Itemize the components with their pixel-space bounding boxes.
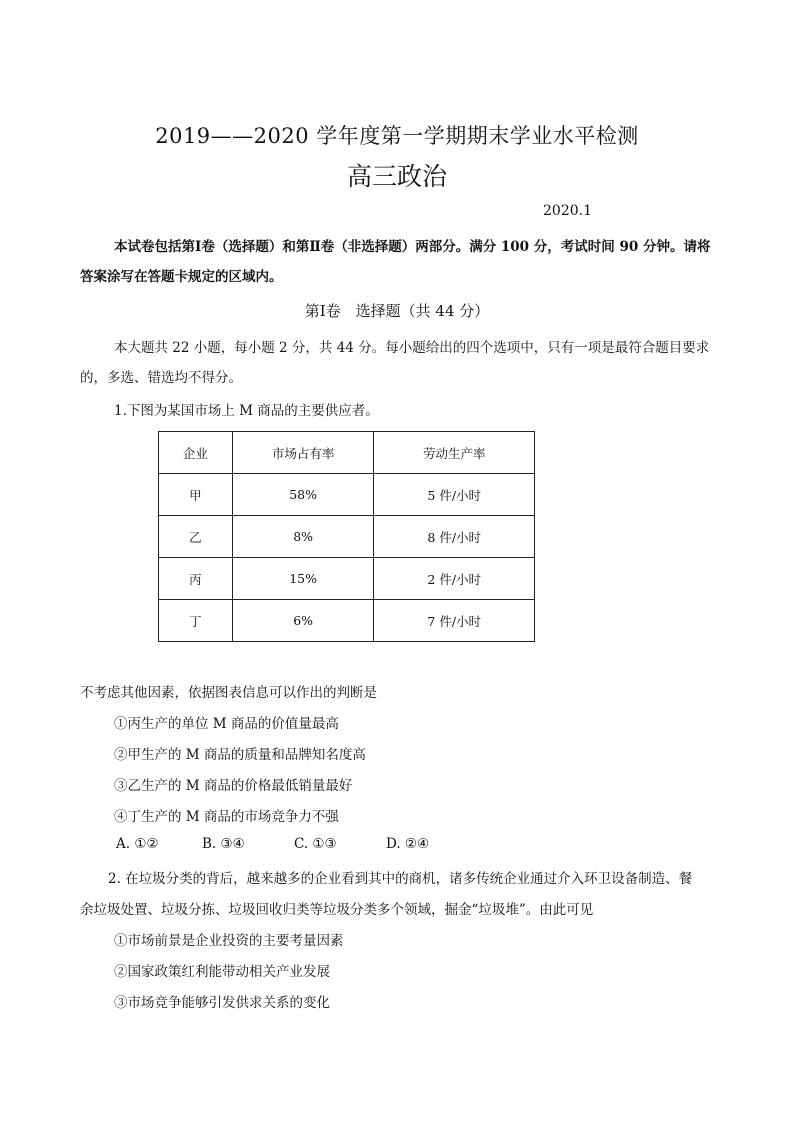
q1-choice-c: C. ①③ bbox=[294, 836, 337, 852]
table-cell: 丙 bbox=[159, 558, 233, 600]
exam-title: 2019——2020 学年度第一学期期末学业水平检测 bbox=[155, 124, 639, 148]
q1-option: ④丁生产的 M 商品的市场竞争力不强 bbox=[114, 809, 339, 825]
q2-option: ②国家政策红利能带动相关产业发展 bbox=[114, 964, 330, 980]
table-cell: 乙 bbox=[159, 516, 233, 558]
q1-option: ③乙生产的 M 商品的价格最低销量最好 bbox=[114, 778, 353, 794]
q1-stem: 1.下图为某国市场上 M 商品的主要供应者。 bbox=[114, 403, 379, 419]
table-row bbox=[159, 516, 535, 558]
subject-title: 高三政治 bbox=[346, 162, 447, 191]
q1-question: 不考虑其他因素，依据图表信息可以作出的判断是 bbox=[80, 685, 377, 701]
exam-date: 2020.1 bbox=[543, 203, 592, 219]
table-cell: 2 件/小时 bbox=[374, 558, 535, 600]
q2-stem-line2: 余垃圾处置、垃圾分拣、垃圾回收归类等垃圾分类多个领域，掘金“垃圾堆”。由此可见 bbox=[80, 902, 594, 918]
q1-option: ②甲生产的 M 商品的质量和品牌知名度高 bbox=[114, 747, 366, 763]
table-header-row bbox=[159, 432, 535, 474]
table-cell: 7 件/小时 bbox=[374, 600, 535, 642]
q1-option: ①丙生产的单位 M 商品的价值量最高 bbox=[114, 716, 339, 732]
table-header-cell: 市场占有率 bbox=[232, 432, 374, 474]
q2-option: ①市场前景是企业投资的主要考量因素 bbox=[114, 933, 344, 949]
section-instructions: 本大题共 22 小题，每小题 2 分，共 44 分。每小题给出的四个选项中，只有一项是最符合题目要求的，多选、错选均不得分。 bbox=[80, 340, 710, 386]
q2-option: ③市场竞争能够引发供求关系的变化 bbox=[114, 995, 330, 1011]
q1-choice-a: A. ①② bbox=[116, 836, 159, 852]
table-row bbox=[159, 558, 535, 600]
table-cell: 丁 bbox=[159, 600, 233, 642]
table-cell: 5 件/小时 bbox=[374, 474, 535, 516]
supplier-table bbox=[158, 431, 535, 642]
table-cell: 58% bbox=[232, 474, 374, 516]
q1-choice-d: D. ②④ bbox=[386, 836, 430, 852]
exam-intro: 本试卷包括第Ⅰ卷（选择题）和第Ⅱ卷（非选择题）两部分。满分 100 分，考试时间 90 分钟。请将答案涂写在答题卡规定的区域内。 bbox=[80, 239, 711, 285]
table-cell: 甲 bbox=[159, 474, 233, 516]
table-header-cell: 企业 bbox=[159, 432, 233, 474]
table-row bbox=[159, 474, 535, 516]
section-title: 第Ⅰ卷 选择题（共 44 分） bbox=[304, 302, 490, 320]
q1-choice-b: B. ③④ bbox=[202, 836, 245, 852]
table-cell: 6% bbox=[232, 600, 374, 642]
table-header-cell: 劳动生产率 bbox=[374, 432, 535, 474]
table-cell: 8% bbox=[232, 516, 374, 558]
table-row bbox=[159, 600, 535, 642]
q2-stem-line1: 2. 在垃圾分类的背后，越来越多的企业看到其中的商机，诸多传统企业通过介入环卫设备制造、餐 bbox=[108, 871, 693, 887]
table-cell: 15% bbox=[232, 558, 374, 600]
table-cell: 8 件/小时 bbox=[374, 516, 535, 558]
